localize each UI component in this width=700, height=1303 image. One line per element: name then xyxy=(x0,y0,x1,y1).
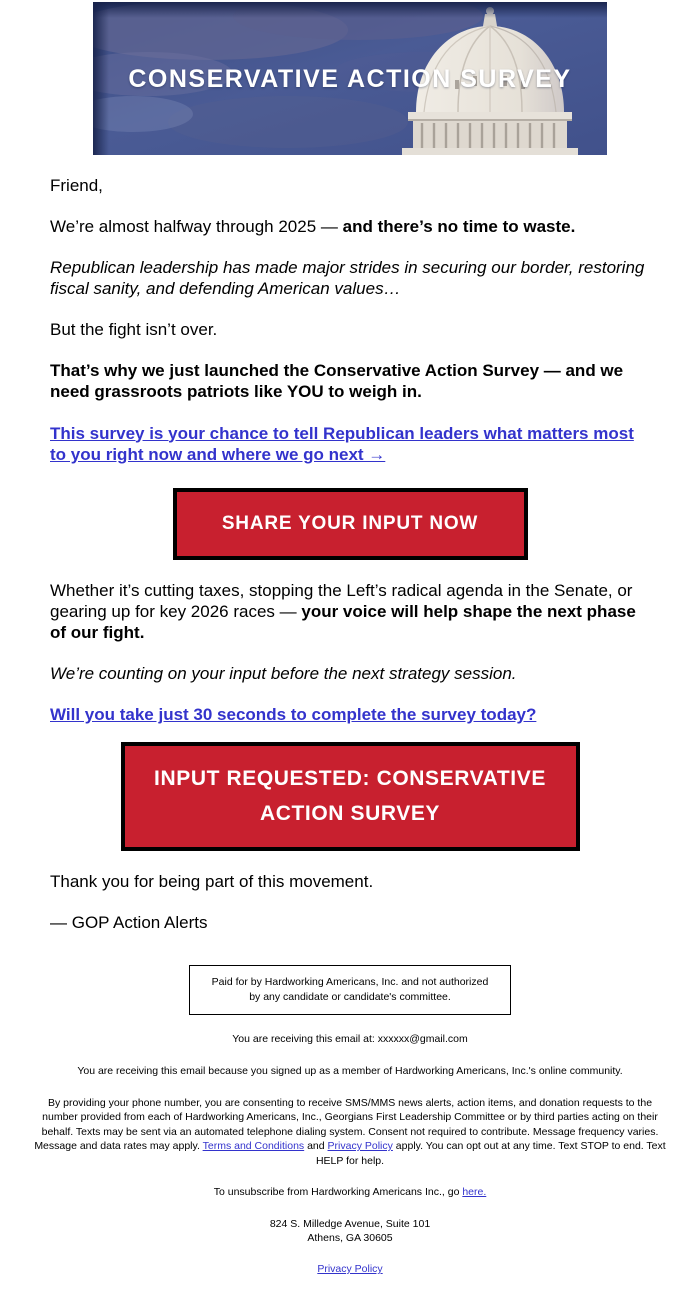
paragraph-launched: That’s why we just launched the Conservative Action Survey — and we need grassroots patriots like YOU to weigh in. xyxy=(50,361,624,402)
paid-for-disclaimer-box: Paid for by Hardworking Americans, Inc. and not authorized by any candidate or candidate's committee. xyxy=(189,965,511,1015)
paragraph-halfway xyxy=(50,216,650,237)
sms-consent-text-1: By providing your phone number, you are consenting to receive SMS/MMS news alerts, action items, and donation requests to the number provided from each of Hardworking Americans, Inc., Georgians First Leadership Committee or by third parties acting on their behalf. Texts may be sent via an automated telephone dialing system. Consent not required to contribute. Message frequency varies. Message and data rates may apply. xyxy=(34,1096,659,1153)
privacy-policy-link[interactable]: Privacy Policy xyxy=(317,1263,383,1276)
privacy-policy-inline-link[interactable]: Privacy Policy xyxy=(327,1140,393,1153)
unsubscribe-text: To unsubscribe from Hardworking Americans Inc., go xyxy=(213,1186,463,1199)
sms-consent-paragraph xyxy=(29,1096,671,1168)
cta-2-container xyxy=(50,725,650,851)
receiving-at-line: You are receiving this email at: xxxxxx@gmail.com xyxy=(232,1033,468,1046)
signature: — GOP Action Alerts xyxy=(50,912,208,932)
survey-link-paragraph xyxy=(50,423,650,465)
privacy-policy-line xyxy=(0,1263,700,1303)
address-line-2: Athens, GA 30605 xyxy=(307,1232,393,1245)
paragraph-counting: We’re counting on your input before the next strategy session. xyxy=(50,663,517,683)
email-content xyxy=(0,175,700,933)
postal-address xyxy=(0,1217,700,1246)
sms-consent-text-2: apply. You can opt out at any time. Text STOP to end. Text HELP for help. xyxy=(315,1140,666,1167)
unsubscribe-here-link[interactable]: here. xyxy=(462,1186,487,1199)
address-line-1: 824 S. Milledge Avenue, Suite 101 xyxy=(269,1217,431,1230)
sms-consent-and: and xyxy=(304,1140,328,1153)
paragraph-thank-you: Thank you for being part of this movement. xyxy=(50,871,374,891)
unsubscribe-line xyxy=(0,1185,700,1200)
paragraph-strides: Republican leadership has made major strides in securing our border, restoring fiscal sanity, and defending American values… xyxy=(50,258,645,299)
receiving-because-line: You are receiving this email because you signed up as a member of Hardworking Americans, Inc.'s online community. xyxy=(77,1064,623,1077)
paragraph-halfway-normal: We’re almost halfway through 2025 — xyxy=(50,217,343,237)
paragraph-fight: But the fight isn’t over. xyxy=(50,320,218,340)
input-requested-button[interactable]: INPUT REQUESTED: CONSERVATIVE ACTION SURVEY xyxy=(121,742,580,851)
survey-chance-link[interactable]: This survey is your chance to tell Republican leaders what matters most to you right now and where we go next → xyxy=(50,423,634,464)
paragraph-halfway-bold: and there’s no time to waste. xyxy=(342,217,576,237)
share-your-input-button[interactable]: SHARE YOUR INPUT NOW xyxy=(173,488,528,560)
thirty-seconds-link-paragraph xyxy=(50,704,650,725)
hero-title: CONSERVATIVE ACTION SURVEY xyxy=(128,65,572,93)
paragraph-whether-normal: Whether it’s cutting taxes, stopping the Left’s radical agenda in the Senate, or gearing up for key 2026 races — xyxy=(50,580,633,621)
greeting: Friend, xyxy=(50,176,103,195)
cta-1-container xyxy=(50,465,650,560)
hero-banner xyxy=(93,2,607,155)
thirty-seconds-link[interactable]: Will you take just 30 seconds to complete the survey today? xyxy=(50,705,537,725)
paragraph-whether xyxy=(50,580,650,643)
email-footer xyxy=(0,965,700,1303)
paragraph-whether-bold: your voice will help shape the next phase of our fight. xyxy=(50,601,636,642)
terms-and-conditions-link[interactable]: Terms and Conditions xyxy=(202,1140,305,1153)
